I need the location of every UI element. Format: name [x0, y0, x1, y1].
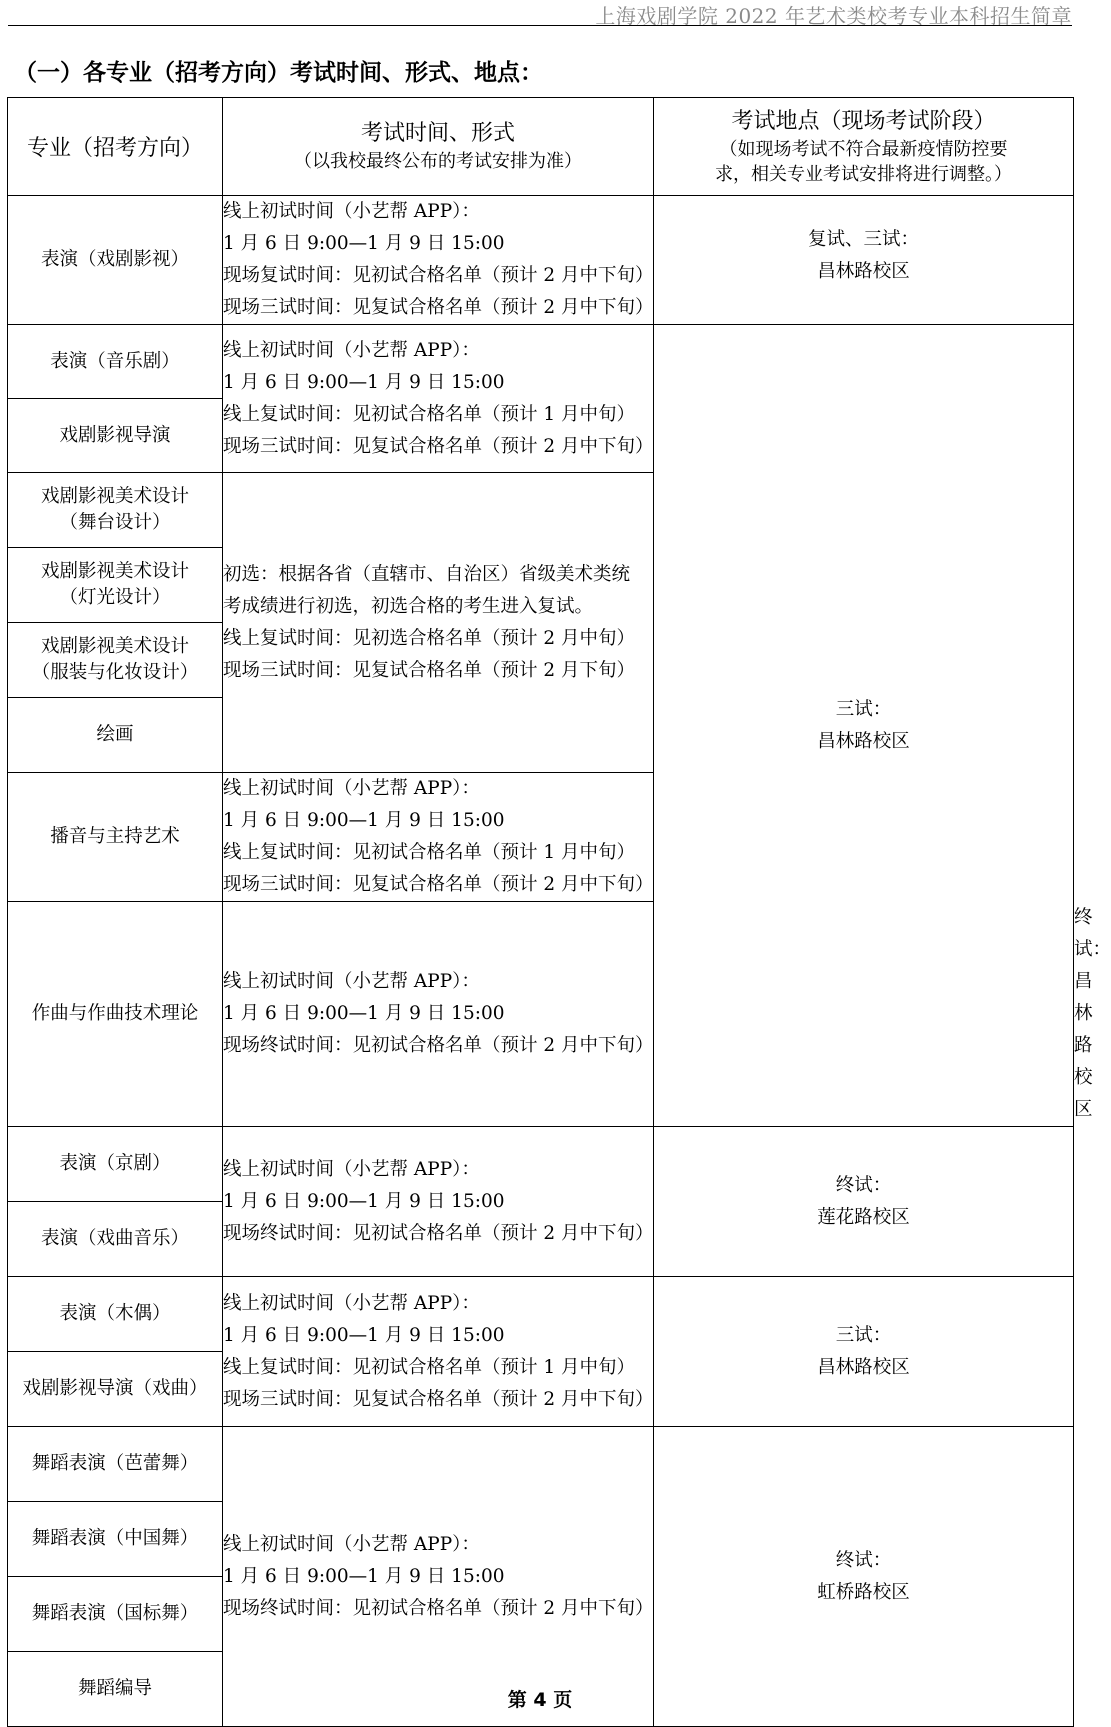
location-cell [654, 325, 1074, 1127]
time-line: 线上复试时间：见初试合格名单（预计 1 月中旬） [223, 842, 636, 863]
location-line: 终试： [835, 1549, 892, 1571]
major-cell: 绘画 [8, 698, 223, 773]
major-cell [8, 623, 223, 698]
major-line: 戏剧影视美术设计 [40, 636, 189, 657]
time-line: 现场三试时间：见复试合格名单（预计 2 月中下旬） [223, 435, 654, 457]
time-cell [223, 1277, 654, 1427]
section-title: （一）各专业（招考方向）考试时间、形式、地点： [14, 60, 543, 86]
major-cell: 舞蹈表演（芭蕾舞） [8, 1427, 223, 1502]
time-line: 线上初试时间（小艺帮 APP）： [223, 1158, 480, 1180]
major-cell: 舞蹈表演（中国舞） [8, 1502, 223, 1577]
time-line: 1 月 6 日 9:00—1 月 9 日 15:00 [223, 1190, 505, 1212]
time-line: 线上初试时间（小艺帮 APP）： [223, 778, 480, 799]
location-cell [654, 196, 1074, 325]
time-cell [223, 773, 654, 902]
time-line: 1 月 6 日 9:00—1 月 9 日 15:00 [223, 1565, 505, 1587]
table-row [8, 1427, 1074, 1502]
major-cell [8, 473, 223, 548]
header-location-main: 考试地点（现场考试阶段） [731, 108, 996, 134]
location-line: 虹桥路校区 [817, 1581, 910, 1603]
time-line: 1 月 6 日 9:00—1 月 9 日 15:00 [223, 1003, 505, 1024]
time-line: 初选：根据各省（直辖市、自治区）省级美术类统 [223, 563, 631, 585]
time-line: 线上初试时间（小艺帮 APP）： [223, 1533, 480, 1555]
time-line: 现场终试时间：见初试合格名单（预计 2 月中下旬） [223, 1035, 654, 1056]
major-cell: 作曲与作曲技术理论 [8, 902, 223, 1127]
major-line: 戏剧影视美术设计 [40, 561, 189, 582]
table-header-row [8, 98, 1074, 196]
major-cell: 舞蹈编导 [8, 1652, 223, 1727]
time-line: 1 月 6 日 9:00—1 月 9 日 15:00 [223, 810, 505, 831]
location-cell [654, 1427, 1074, 1727]
time-line: 线上初试时间（小艺帮 APP）： [223, 339, 480, 361]
header-time-main: 考试时间、形式 [360, 121, 515, 146]
location-line: 终试： [835, 1174, 892, 1196]
major-cell: 播音与主持艺术 [8, 773, 223, 902]
table-row [8, 1277, 1074, 1352]
header-time [223, 98, 654, 196]
time-line: 现场三试时间：见复试合格名单（预计 2 月下旬） [223, 659, 636, 681]
location-line: 复试、三试： [807, 229, 919, 250]
header-time-note: （以我校最终公布的考试安排为准） [294, 151, 582, 172]
major-cell: 戏剧影视导演（戏曲） [8, 1352, 223, 1427]
table-row [8, 196, 1074, 325]
major-line: （服装与化妆设计） [31, 662, 199, 683]
time-cell [223, 473, 654, 773]
major-cell: 戏剧影视导演 [8, 399, 223, 473]
header-location-note-1: （如现场考试不符合最新疫情防控要 [719, 138, 1008, 160]
time-line: 线上复试时间：见初试合格名单（预计 1 月中旬） [223, 1356, 636, 1378]
major-cell: 表演（木偶） [8, 1277, 223, 1352]
time-line: 现场三试时间：见复试合格名单（预计 2 月中下旬） [223, 1388, 654, 1410]
time-line: 线上复试时间：见初选合格名单（预计 2 月中旬） [223, 627, 636, 649]
time-cell [223, 1427, 654, 1727]
location-cell [654, 1127, 1074, 1277]
header-divider [8, 25, 1072, 26]
time-line: 线上复试时间：见初试合格名单（预计 1 月中旬） [223, 403, 636, 425]
time-line: 线上初试时间（小艺帮 APP）： [223, 971, 480, 992]
time-cell [223, 325, 654, 473]
header-location-note-2: 求，相关专业考试安排将进行调整。） [715, 163, 1012, 185]
time-line: 现场三试时间：见复试合格名单（预计 2 月中下旬） [223, 297, 654, 318]
time-line: 1 月 6 日 9:00—1 月 9 日 15:00 [223, 233, 505, 254]
major-line: （舞台设计） [59, 512, 171, 533]
time-line: 1 月 6 日 9:00—1 月 9 日 15:00 [223, 1324, 505, 1346]
time-line: 线上初试时间（小艺帮 APP）： [223, 1292, 480, 1314]
major-cell: 表演（京剧） [8, 1127, 223, 1202]
location-line: 昌林路校区 [817, 261, 910, 282]
time-line: 现场三试时间：见复试合格名单（预计 2 月中下旬） [223, 874, 654, 895]
table-row: 作曲与作曲技术理论 线上初试时间（小艺帮 APP）： 1 月 6 日 9:00—1 月 9 日 15:00 现场终试时间：见初试合格名单（预计 2 月中下旬） 终试： 昌林路校区 [8, 902, 1074, 1127]
location-line: 莲花路校区 [817, 1206, 910, 1228]
major-cell: 表演（音乐剧） [8, 325, 223, 399]
time-line: 现场终试时间：见初试合格名单（预计 2 月中下旬） [223, 1597, 654, 1619]
location-line: 三试： [835, 1324, 892, 1346]
major-cell: 表演（戏剧影视） [8, 196, 223, 325]
location-line: 昌林路校区 [817, 730, 910, 752]
time-cell [223, 902, 654, 1127]
time-line: 线上初试时间（小艺帮 APP）： [223, 201, 480, 222]
location-line: 三试： [835, 698, 892, 720]
page-number: 第 4 页 [507, 1689, 573, 1711]
major-cell: 舞蹈表演（国标舞） [8, 1577, 223, 1652]
time-line: 考成绩进行初选，初选合格的考生进入复试。 [223, 595, 594, 617]
major-line: （灯光设计） [59, 587, 171, 608]
table-row [8, 325, 1074, 399]
header-major: 专业（招考方向） [8, 98, 223, 196]
location-cell [654, 1277, 1074, 1427]
time-line: 现场复试时间：见初试合格名单（预计 2 月中下旬） [223, 265, 654, 286]
major-line: 戏剧影视美术设计 [40, 486, 189, 507]
major-cell: 表演（戏曲音乐） [8, 1202, 223, 1277]
time-line: 1 月 6 日 9:00—1 月 9 日 15:00 [223, 371, 505, 393]
time-cell [223, 1127, 654, 1277]
time-cell [223, 196, 654, 325]
header-location [654, 98, 1074, 196]
location-line: 昌林路校区 [817, 1356, 910, 1378]
major-cell [8, 548, 223, 623]
page-header-title: 上海戏剧学院 2022 年艺术类校考专业本科招生简章 [595, 4, 1072, 28]
time-line: 现场终试时间：见初试合格名单（预计 2 月中下旬） [223, 1222, 654, 1244]
exam-schedule-table [7, 97, 1111, 1727]
table-row [8, 1127, 1074, 1202]
